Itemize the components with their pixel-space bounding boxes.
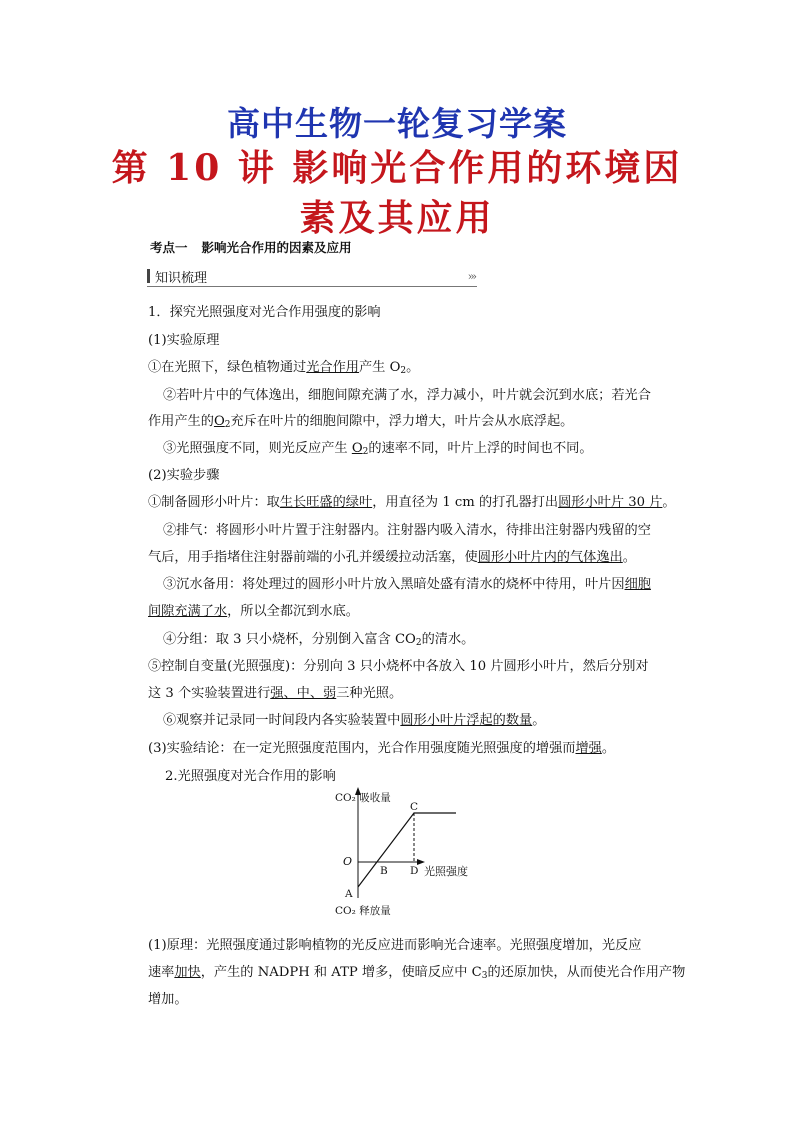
subscript: 3 [481,971,488,981]
point-b-label: B [380,865,388,877]
text: (3)实验结论：在一定光照强度范围内，光合作用强度随光照强度的增强而 [148,741,576,756]
point-a-label: A [345,888,353,900]
origin-label: O [343,855,353,868]
heading-1: 1．探究光照强度对光合作用强度的影响 [148,305,381,320]
subscript: 2 [362,447,369,457]
heading-2: 2.光照强度对光合作用的影响 [165,769,336,784]
text: ①在光照下，绿色植物通过 [148,360,307,375]
x-axis-label: 光照强度 [424,865,468,878]
banner-bar [147,269,150,283]
paragraph-5-cont [148,546,636,565]
document-title: 高中生物一轮复习学案 [227,104,567,143]
paragraph-11-cont [148,961,685,981]
underlined-text: 圆形小叶片内的气体逸出 [477,550,623,565]
underlined-text [214,414,231,429]
paragraph-11: (1)原理：光照强度通过影响植物的光反应进而影响光合速率。光照强度增加，光反应 [148,938,642,953]
text: 这 3 个实验装置进行 [148,686,271,701]
text: ，产生的 NADPH 和 ATP 增多，使暗反应中 C [200,965,482,980]
text: 。 [622,550,636,565]
paragraph-2: ②若叶片中的气体逸出，细胞间隙充满了水，浮力减小，叶片就会沉到水底；若光合 [163,388,651,403]
point-c-label: C [410,801,419,813]
underlined-text [352,441,369,456]
paragraph-6 [163,573,651,592]
text: ④分组：取 3 只小烧杯，分别倒入富含 CO [163,632,416,647]
subscript: 2 [415,638,422,648]
heading-1-2: (2)实验步骤 [148,468,220,483]
paragraph-1 [148,356,419,376]
paragraph-10 [148,737,615,756]
paragraph-8-cont [148,682,402,701]
underlined-text: 加快 [174,965,201,980]
lesson-title: 第 10 讲 影响光合作用的环境因 [111,147,683,189]
text: 。 [532,713,546,728]
text: ①制备圆形小叶片：取 [148,495,280,510]
heading-1-1: (1)实验原理 [148,333,220,348]
text: ③光照强度不同，则光反应产生 [163,441,348,456]
underlined-text: 光合作用 [306,360,359,375]
section-heading [150,238,352,256]
text: 产生 O [359,360,401,375]
section-title: 影响光合作用的因素及应用 [201,240,352,255]
paragraph-3 [163,437,593,457]
text: 的速率不同，叶片上浮的时间也不同。 [368,441,593,456]
paragraph-7 [163,628,474,648]
paragraph-2-cont [148,410,573,430]
text: O [351,441,363,456]
text: 。 [662,495,676,510]
text: ，用直径为 1 cm 的打孔器打出 [372,495,559,510]
text: 作用产生的 [148,414,214,429]
paragraph-5: ②排气：将圆形小叶片置于注射器内。注射器内吸入清水，待排出注射器内残留的空 [163,523,651,538]
chevron-right-icon: ››› [467,270,475,283]
knowledge-banner [147,266,477,287]
subscript: 2 [400,366,407,376]
section-label: 考点一 [150,240,188,255]
banner-label: 知识梳理 [155,271,208,286]
paragraph-6-cont [148,600,359,619]
underlined-text: 圆形小叶片 30 片 [558,495,663,510]
paragraph-8: ⑤控制自变量(光照强度)：分别向 3 只小烧杯中各放入 10 片圆形小叶片，然后分别对 [148,659,649,674]
text: 。 [601,741,616,756]
y-bottom-label: CO₂ 释放量 [335,905,391,917]
text: ，所以全都沉到水底。 [227,604,359,619]
paragraph-11-end: 增加。 [148,992,188,1007]
light-intensity-graph [318,784,488,920]
text: 。 [406,360,420,375]
lesson-title-continued: 素及其应用 [299,197,495,239]
text: 三种光照。 [336,686,403,701]
underlined-text: 生长旺盛的绿叶 [279,495,373,510]
underlined-text: 间隙充满了水 [148,604,228,619]
underlined-text: 增强 [575,741,602,756]
paragraph-4 [148,491,676,510]
underlined-text: 圆形小叶片浮起的数量 [400,713,533,728]
point-d-label: D [410,865,419,877]
text: 气后，用手指堵住注射器前端的小孔并缓缓拉动活塞，使 [148,550,478,565]
text: 的清水。 [421,632,475,647]
text: 的还原加快，从而使光合作用产物 [487,965,686,980]
subscript: 2 [224,420,231,430]
y-top-label: CO₂ 吸收量 [335,792,391,804]
paragraph-9 [163,709,545,728]
text: ③沉水备用：将处理过的圆形小叶片放入黑暗处盛有清水的烧杯中待用，叶片因 [163,577,625,592]
text: 充斥在叶片的细胞间隙中，浮力增大，叶片会从水底浮起。 [230,414,574,429]
underlined-text: 强、中、弱 [270,686,337,701]
text: O [213,414,225,429]
text: ⑥观察并记录同一时间段内各实验装置中 [163,713,401,728]
underlined-text: 细胞 [624,577,651,592]
text: 速率 [148,965,175,980]
